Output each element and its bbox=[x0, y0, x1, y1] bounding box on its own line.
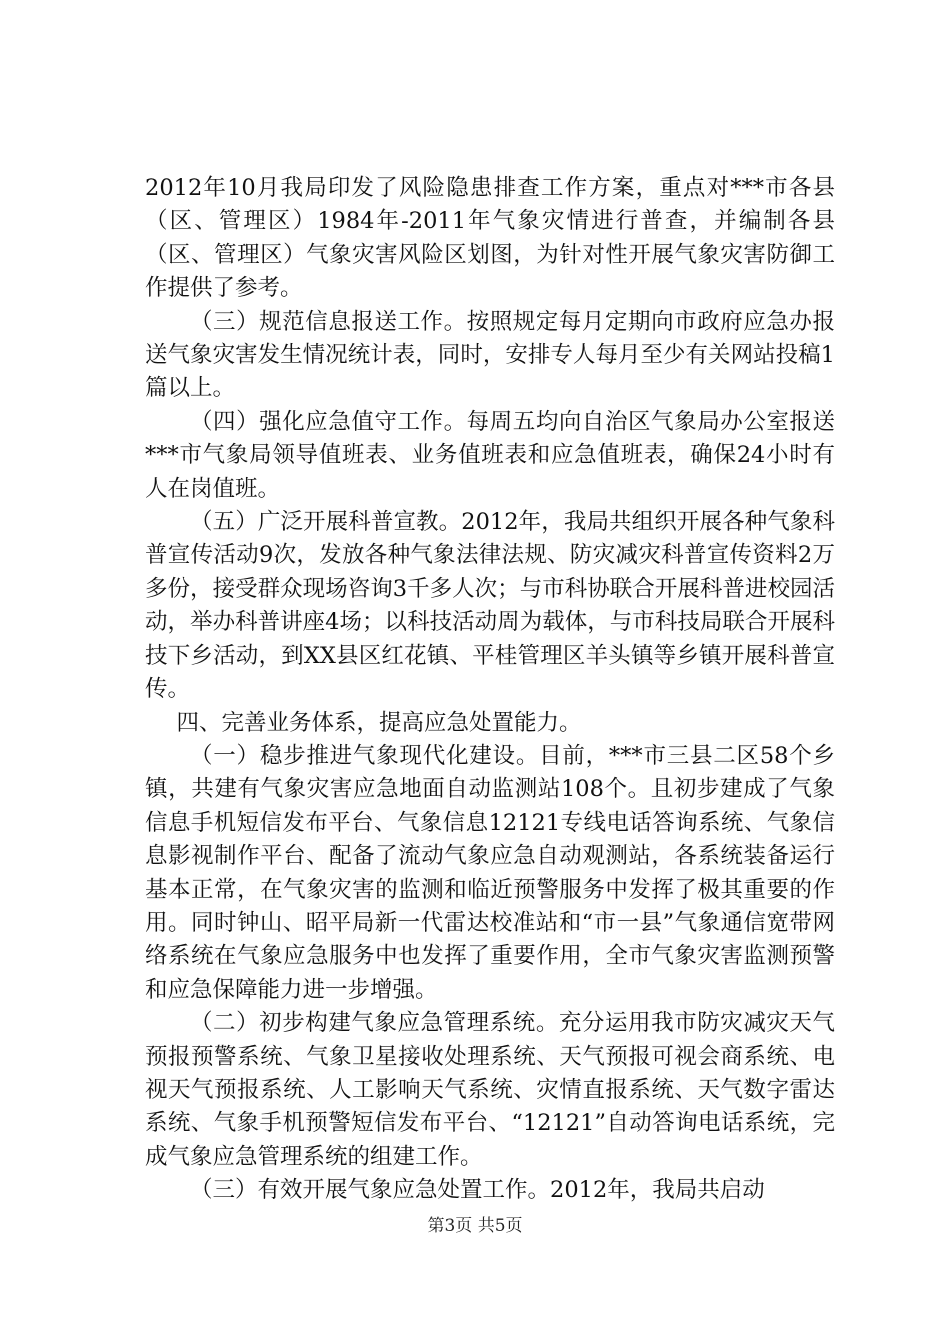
paragraph-risk-survey: 2012年10月我局印发了风险隐患排查工作方案，重点对***市各县（区、管理区）1984年-2011年气象灾情进行普查，并编制各县（区、管理区）气象灾害风险区划图，为针对性开展气象灾害防御工作提供了参考。 bbox=[145, 175, 835, 302]
paragraph-management-system: （二）初步构建气象应急管理系统。充分运用我市防灾减灾天气预报预警系统、气象卫星接收处理系统、天气预报可视会商系统、电视天气预报系统、人工影响天气系统、灾情直报系统、天气数字雷达系统、气象手机预警短信发布平台、“12121”自动答询电话系统，完成气象应急管理系统的组建工作。 bbox=[145, 1010, 835, 1170]
paragraph-info-reporting: （三）规范信息报送工作。按照规定每月定期向市政府应急办报送气象灾害发生情况统计表，同时，安排专人每月至少有关网站投稿1篇以上。 bbox=[145, 308, 835, 402]
section-heading-four: 四、完善业务体系，提高应急处置能力。 bbox=[176, 709, 582, 736]
paragraph-emergency-duty: （四）强化应急值守工作。每周五均向自治区气象局办公室报送***市气象局领导值班表、业务值班表和应急值班表，确保24小时有人在岗值班。 bbox=[145, 408, 835, 502]
paragraph-emergency-handling: （三）有效开展气象应急处置工作。2012年，我局共启动 bbox=[190, 1177, 765, 1204]
paragraph-science-outreach: （五）广泛开展科普宣教。2012年，我局共组织开展各种气象科普宣传活动9次，发放各种气象法律法规、防灾减灾科普宣传资料2万多份，接受群众现场咨询3千多人次；与市科协联合开展科普进校园活动，举办科普讲座4场；以科技活动周为载体，与市科技局联合开展科技下乡活动，到XX县区红花镇、平桂管理区羊头镇等乡镇开展科普宣传。 bbox=[145, 509, 835, 703]
page-number-footer: 第3页 共5页 bbox=[427, 1216, 523, 1236]
paragraph-modernization: （一）稳步推进气象现代化建设。目前，***市三县二区58个乡镇，共建有气象灾害应急地面自动监测站108个。且初步建成了气象信息手机短信发布平台、气象信息12121专线电话答询系统、气象信息影视制作平台、配备了流动气象应急自动观测站，各系统装备运行基本正常，在气象灾害的监测和临近预警服务中发挥了极其重要的作用。同时钟山、昭平局新一代雷达校准站和“市一县”气象通信宽带网络系统在气象应急服务中也发挥了重要作用，全市气象灾害监测预警和应急保障能力进一步增强。 bbox=[145, 742, 835, 1003]
document-body bbox=[145, 172, 835, 1208]
